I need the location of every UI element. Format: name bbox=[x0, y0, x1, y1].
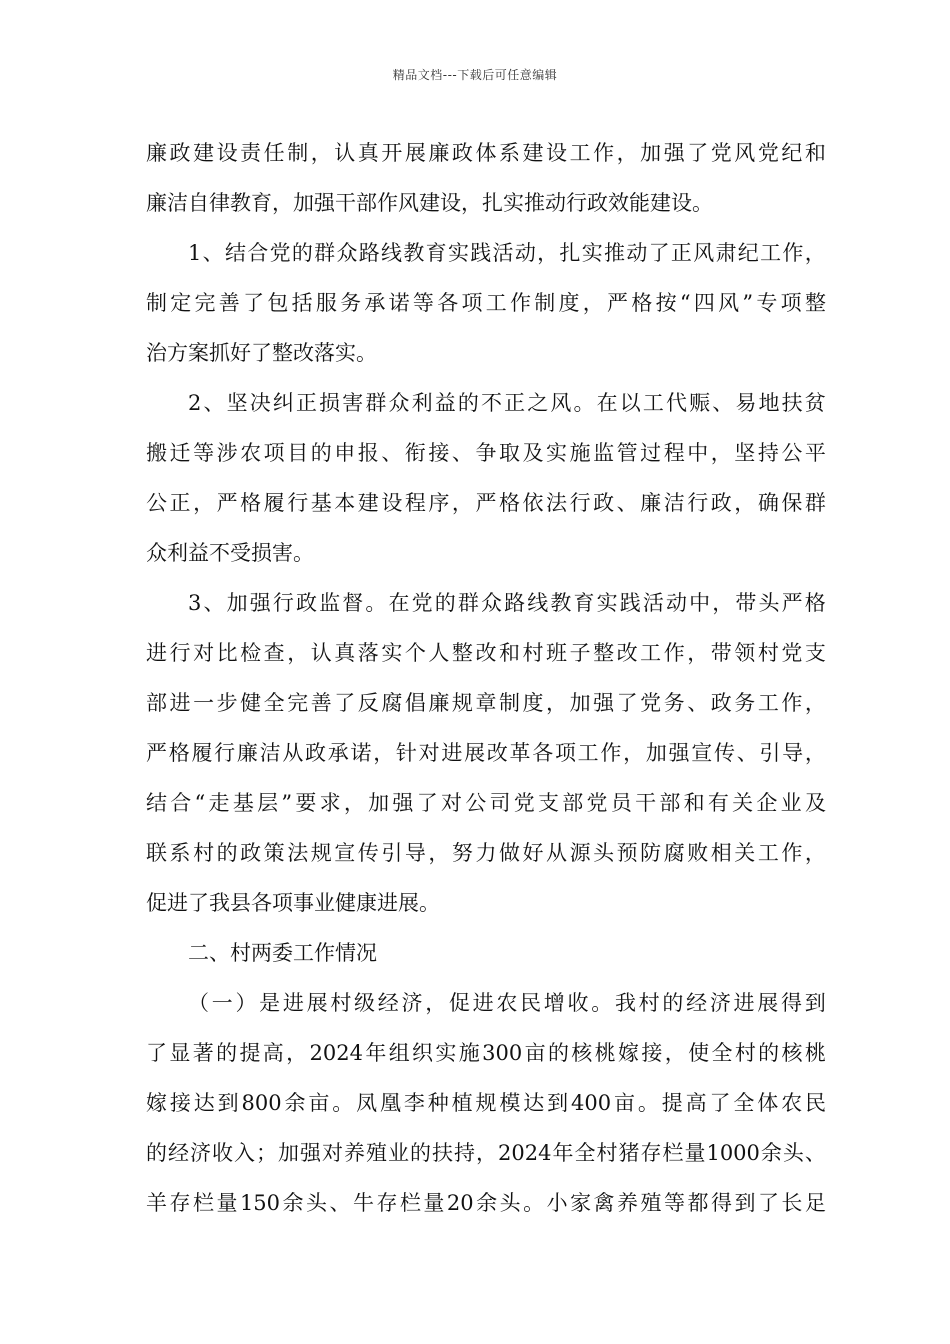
text-line: 的 经 济 收 入 ； 加 强 对 养 殖 业 的 扶 持 ， 2024 年 全 村 猪 存 栏 量 1000 余 头 、 bbox=[146, 1141, 826, 1165]
text-line: 众利益不受损害。 bbox=[146, 541, 314, 565]
text-line: 1 、 结 合 党 的 群 众 路 线 教 育 实 践 活 动 ， 扎 实 推 动 了 正 风 肃 纪 工 作 ， bbox=[188, 241, 826, 265]
page-header: 精品文档---下载后可任意编辑 bbox=[392, 68, 558, 82]
text-line: 二、村两委工作情况 bbox=[188, 941, 377, 965]
text-line: 公 正 ， 严 格 履 行 基 本 建 设 程 序 ， 严 格 依 法 行 政 、 廉 洁 行 政 ， 确 保 群 bbox=[146, 491, 826, 515]
text-line: 2 、 坚 决 纠 正 损 害 群 众 利 益 的 不 正 之 风 。 在 以 工 代 赈 、 易 地 扶 贫 bbox=[188, 391, 826, 415]
text-line: 严 格 履 行 廉 洁 从 政 承 诺 ， 针 对 进 展 改 革 各 项 工 作 ， 加 强 宣 传 、 引 导 ， bbox=[146, 741, 826, 765]
text-line: 廉洁自律教育，加强干部作风建设，扎实推动行政效能建设。 bbox=[146, 191, 713, 215]
text-line: 促进了我县各项事业健康进展。 bbox=[146, 891, 440, 915]
text-line: 羊 存 栏 量 150 余 头 、 牛 存 栏 量 20 余 头 。 小 家 禽 养 殖 等 都 得 到 了 长 足 bbox=[146, 1191, 826, 1215]
text-line: 了 显 著 的 提 高 ， 2024 年 组 织 实 施 300 亩 的 核 桃 嫁 接 ， 使 全 村 的 核 桃 bbox=[146, 1041, 826, 1065]
text-line: 联 系 村 的 政 策 法 规 宣 传 引 导 ， 努 力 做 好 从 源 头 预 防 腐 败 相 关 工 作 ， bbox=[146, 841, 826, 865]
text-line: 搬 迁 等 涉 农 项 目 的 申 报 、 衔 接 、 争 取 及 实 施 监 管 过 程 中 ， 坚 持 公 平 bbox=[146, 441, 826, 465]
text-line: 3 、 加 强 行 政 监 督 。 在 党 的 群 众 路 线 教 育 实 践 活 动 中 ， 带 头 严 格 bbox=[188, 591, 826, 615]
text-line: 结 合 “ 走 基 层 ” 要 求 ， 加 强 了 对 公 司 党 支 部 党 员 干 部 和 有 关 企 业 及 bbox=[146, 791, 826, 815]
text-line: 制 定 完 善 了 包 括 服 务 承 诺 等 各 项 工 作 制 度 ， 严 格 按 “ 四 风 ” 专 项 整 bbox=[146, 291, 826, 315]
text-line: 廉 政 建 设 责 任 制 ， 认 真 开 展 廉 政 体 系 建 设 工 作 ， 加 强 了 党 风 党 纪 和 bbox=[146, 141, 826, 165]
text-line: 部 进 一 步 健 全 完 善 了 反 腐 倡 廉 规 章 制 度 ， 加 强 了 党 务 、 政 务 工 作 ， bbox=[146, 691, 826, 715]
text-line: 治方案抓好了整改落实。 bbox=[146, 341, 377, 365]
text-line: 进 行 对 比 检 查 ， 认 真 落 实 个 人 整 改 和 村 班 子 整 改 工 作 ， 带 领 村 党 支 bbox=[146, 641, 826, 665]
text-line: （ 一 ） 是 进 展 村 级 经 济 ， 促 进 农 民 增 收 。 我 村 的 经 济 进 展 得 到 bbox=[188, 991, 826, 1015]
document-body bbox=[146, 128, 826, 1228]
text-line: 嫁 接 达 到 800 余 亩 。 凤 凰 李 种 植 规 模 达 到 400 亩 。 提 高 了 全 体 农 民 bbox=[146, 1091, 826, 1115]
